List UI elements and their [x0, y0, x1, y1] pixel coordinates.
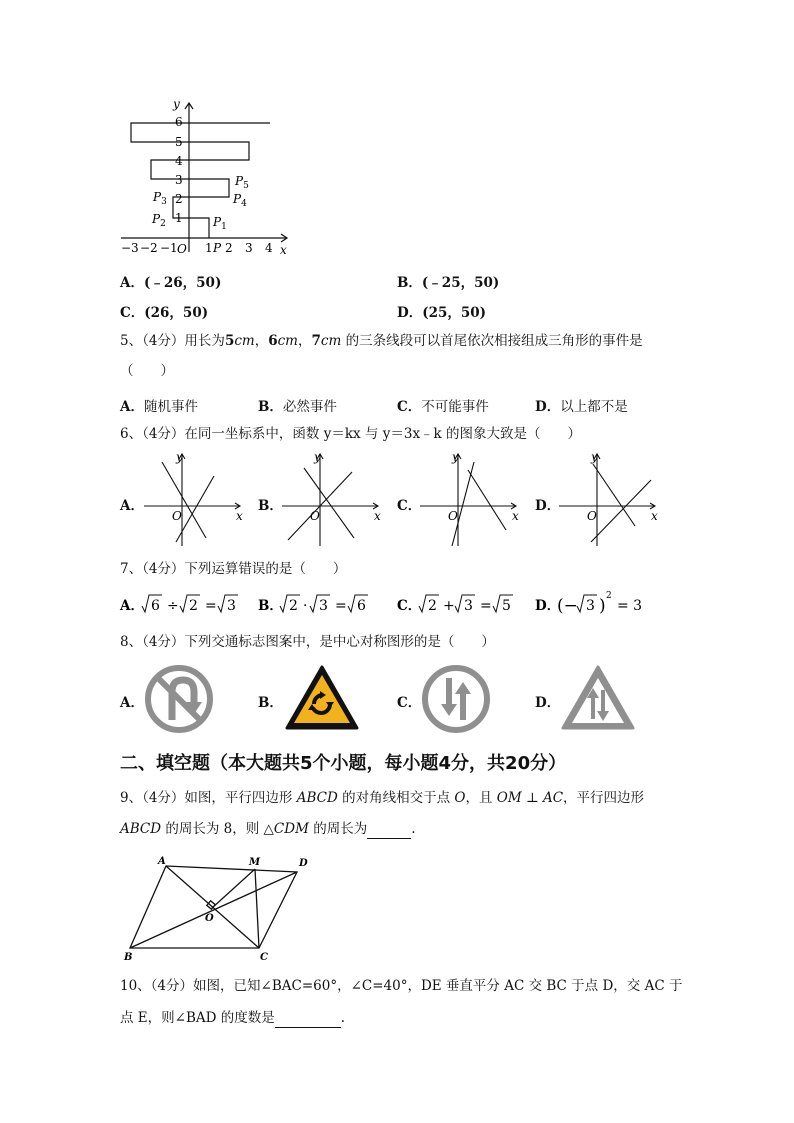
svg-text:O: O [310, 509, 320, 523]
svg-text:M: M [249, 857, 261, 868]
two-way-traffic-warning-sign-icon[interactable] [560, 664, 636, 732]
svg-text:5: 5 [502, 598, 511, 614]
svg-text:6: 6 [357, 598, 366, 614]
svg-text:2: 2 [606, 591, 612, 601]
q8-question: 8、（4分）下列交通标志图案中，是中心对称图形的是（ ） [120, 634, 495, 650]
q7-option-a[interactable] [118, 590, 248, 620]
q8-option-d-label[interactable]: D． [535, 695, 561, 711]
q6-option-b-label[interactable]: B． [258, 498, 283, 514]
q10-line-1: 10、（4分）如图，已知∠BAC=60°，∠C=40°，DE 垂直平分 AC 交 BC 于点 D，交 AC 于 [120, 978, 683, 994]
roundabout-warning-sign-icon[interactable] [284, 664, 360, 732]
p-label: P [213, 241, 222, 255]
y-tick-4: 4 [175, 154, 183, 168]
section-2-title: 二、填空题（本大题共5个小题，每小题4分，共20分） [120, 753, 567, 774]
x-tick-m2: −2 [140, 241, 158, 255]
svg-text:·: · [303, 598, 308, 614]
svg-text:B．: B． [258, 598, 283, 614]
q9-line-2: ABCD 的周长为 8，则 △CDM 的周长为 . [120, 821, 416, 837]
svg-text:÷: ÷ [167, 598, 179, 614]
x-tick-m1: −1 [160, 241, 178, 255]
x-axis-label: x [280, 243, 287, 257]
svg-text:= 3: = 3 [617, 598, 643, 614]
q8-option-a-label[interactable]: A． [120, 695, 144, 711]
q10-line-2: 点 E，则∠BAD 的度数是 . [120, 1010, 346, 1026]
svg-text:y: y [452, 450, 459, 464]
svg-text:y: y [591, 450, 598, 464]
q7-option-d[interactable] [533, 588, 663, 620]
p5-label: $P_5$ [235, 174, 249, 191]
q6-option-d-label[interactable]: D． [535, 498, 561, 514]
q7-option-c[interactable] [395, 590, 525, 620]
svg-text:x: x [512, 509, 519, 523]
y-tick-5: 5 [175, 135, 183, 149]
svg-text:=: = [335, 598, 347, 614]
svg-text:3: 3 [586, 598, 595, 614]
y-tick-6: 6 [175, 115, 183, 129]
no-u-turn-sign-icon[interactable] [144, 664, 214, 734]
q8-option-b-label[interactable]: B． [258, 695, 283, 711]
svg-text:O: O [205, 913, 214, 924]
q5-option-c[interactable]: C．不可能事件 [397, 399, 489, 415]
svg-text:x: x [236, 509, 243, 523]
q4-option-c[interactable]: C．(26，50) [120, 305, 209, 321]
q4-coordinate-graph [115, 95, 295, 260]
svg-text:y: y [176, 450, 183, 464]
q4-option-a[interactable]: A．(﹣26，50) [120, 275, 222, 291]
q6-question: 6、（4分）在同一坐标系中，函数 y＝kx 与 y＝3x﹣k 的图象大致是（ ） [120, 426, 582, 442]
svg-text:D: D [299, 858, 308, 869]
svg-text:6: 6 [151, 598, 160, 614]
x-tick-4: 4 [265, 241, 273, 255]
svg-text:2: 2 [189, 598, 198, 614]
q10-answer-blank[interactable] [275, 1013, 341, 1028]
x-tick-3: 3 [245, 241, 253, 255]
q9-answer-blank[interactable] [367, 824, 411, 839]
p4-label: $P_4$ [233, 192, 247, 209]
q8-option-c-label[interactable]: C． [397, 695, 422, 711]
svg-text:A: A [158, 856, 166, 867]
svg-text:C．: C． [397, 598, 422, 614]
x-tick-m3: −3 [121, 241, 139, 255]
q6-graph-a[interactable] [140, 450, 248, 550]
svg-text:A．: A． [120, 598, 144, 614]
q5-option-b[interactable]: B．必然事件 [258, 399, 337, 415]
svg-text:O: O [448, 509, 458, 523]
svg-text:3: 3 [227, 598, 236, 614]
svg-text:B: B [124, 952, 133, 963]
q4-option-d[interactable]: D．(25，50) [397, 305, 487, 321]
svg-text:(−: (− [557, 596, 578, 616]
q6-graph-d[interactable] [555, 450, 663, 550]
p1-label: $P_1$ [213, 215, 227, 232]
p2-label: $P_2$ [152, 212, 166, 229]
q6-graph-c[interactable] [416, 450, 524, 550]
svg-text:2: 2 [428, 598, 437, 614]
y-axis-label: y [173, 97, 180, 111]
svg-text:): ) [599, 596, 606, 616]
origin-label: O [177, 242, 187, 256]
q7-option-b[interactable] [256, 590, 386, 620]
q6-option-a-label[interactable]: A． [120, 498, 144, 514]
q9-parallelogram-figure [122, 852, 312, 970]
svg-text:2: 2 [289, 598, 298, 614]
q6-graph-b[interactable] [278, 450, 386, 550]
y-tick-1: 1 [175, 211, 183, 225]
svg-text:=: = [205, 598, 217, 614]
q4-option-b[interactable]: B．(﹣25，50) [397, 275, 500, 291]
two-way-sign-icon[interactable] [421, 664, 491, 734]
q5-option-a[interactable]: A．随机事件 [120, 399, 198, 415]
svg-text:=: = [480, 598, 492, 614]
x-tick-1: 1 [205, 241, 213, 255]
svg-text:y: y [314, 450, 321, 464]
svg-text:C: C [260, 952, 268, 963]
y-tick-2: 2 [175, 192, 183, 206]
svg-text:x: x [374, 509, 381, 523]
svg-text:x: x [651, 509, 658, 523]
q5-option-d[interactable]: D．以上都不是 [535, 399, 628, 415]
q7-question: 7、（4分）下列运算错误的是（ ） [120, 561, 347, 577]
q5-paren: （ ） [120, 363, 174, 379]
svg-text:D．: D． [535, 598, 561, 614]
svg-text:+: + [443, 598, 455, 614]
q5-question: 5、（4分）用长为5cm，6cm，7cm 的三条线段可以首尾依次相接组成三角形的事件是 [120, 333, 643, 349]
svg-text:O: O [587, 509, 597, 523]
svg-text:3: 3 [464, 598, 473, 614]
q9-line-1: 9、（4分）如图，平行四边形 ABCD 的对角线相交于点 O，且 OM ⊥ AC，平行四边形 [120, 790, 645, 806]
p3-label: $P_3$ [153, 190, 167, 207]
x-tick-2: 2 [225, 241, 233, 255]
svg-text:3: 3 [319, 598, 328, 614]
q6-option-c-label[interactable]: C． [397, 498, 422, 514]
y-tick-3: 3 [175, 173, 183, 187]
svg-text:O: O [172, 509, 182, 523]
